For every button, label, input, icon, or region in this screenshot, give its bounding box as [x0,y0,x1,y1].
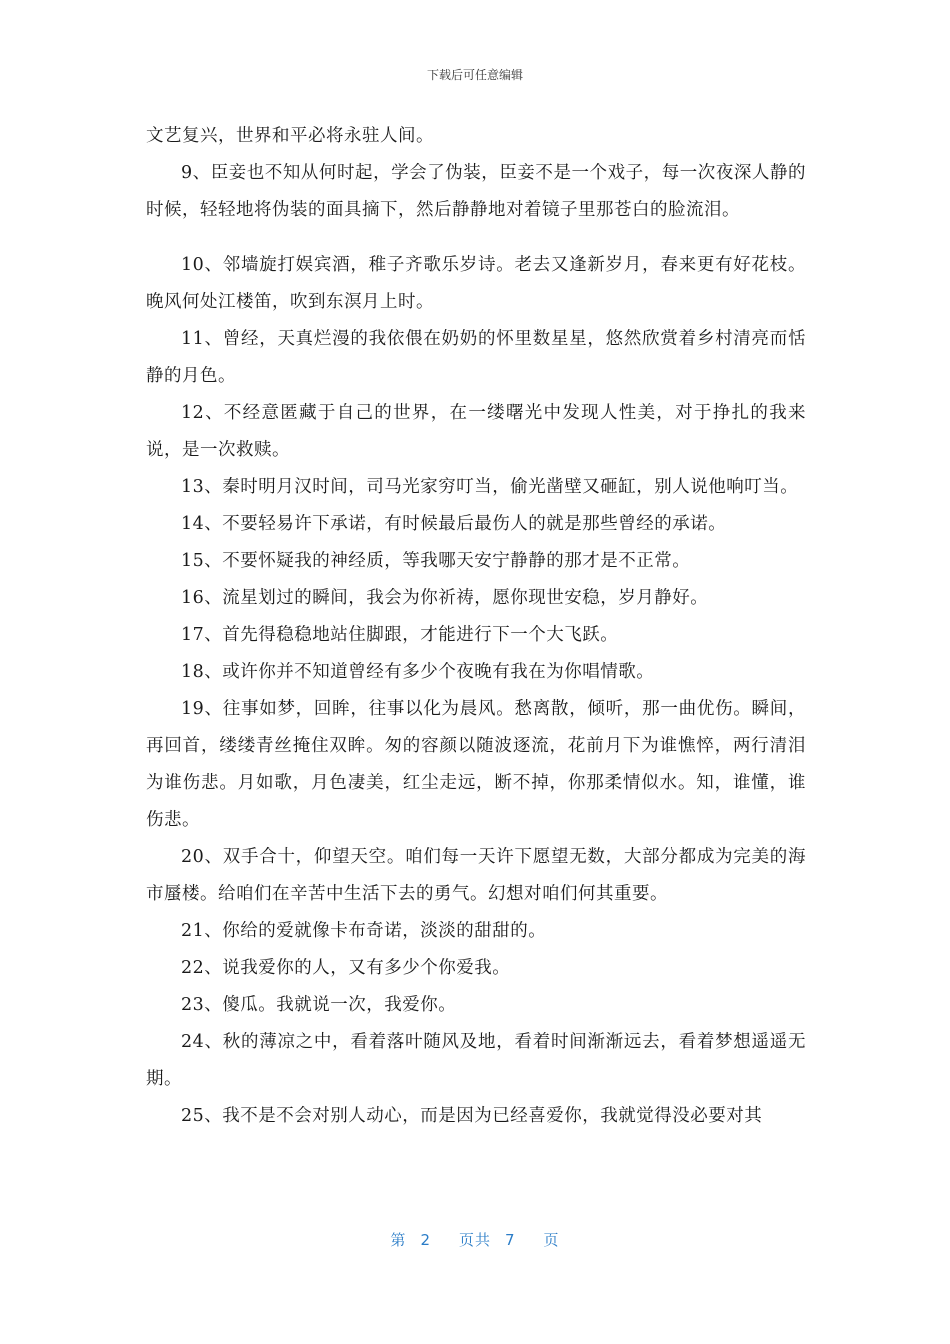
paragraph-20: 20、双手合十，仰望天空。咱们每一天许下愿望无数，大部分都成为完美的海市蜃楼。给咱们在辛苦中生活下去的勇气。幻想对咱们何其重要。 [146,847,806,904]
page-footer [0,1229,950,1250]
footer-page-prefix: 第 [390,1231,407,1249]
paragraph-9: 9、臣妾也不知从何时起，学会了伪装，臣妾不是一个戏子，每一次夜深人静的时候，轻轻地将伪装的面具摘下，然后静静地对着镜子里那苍白的脸流泪。 [146,163,806,220]
paragraph-12: 12、不经意匿藏于自己的世界，在一缕曙光中发现人性美，对于挣扎的我来说，是一次救赎。 [146,403,806,460]
paragraph-23: 23、傻瓜。我就说一次，我爱你。 [181,995,457,1015]
paragraph-11: 11、曾经，天真烂漫的我依偎在奶奶的怀里数星星，悠然欣赏着乡村清亮而恬静的月色。 [146,329,806,386]
paragraph-18: 18、或许你并不知道曾经有多少个夜晚有我在为你唱情歌。 [181,662,655,682]
paragraph-25: 25、我不是不会对别人动心，而是因为已经喜爱你，我就觉得没必要对其 [181,1106,763,1126]
footer-page-number: 2 [420,1231,431,1249]
paragraph-14: 14、不要轻易许下承诺，有时候最后最伤人的就是那些曾经的承诺。 [181,514,727,534]
paragraph-22: 22、说我爱你的人，又有多少个你爱我。 [181,958,511,978]
footer-page-suffix: 页 [543,1231,560,1249]
paragraph-13: 13、秦时明月汉时间，司马光家穷叮当，偷光凿壁又砸缸，别人说他响叮当。 [181,477,799,497]
footer-total-pages: 7 [505,1231,516,1249]
paragraph-19: 19、往事如梦，回眸，往事以化为晨风。愁离散，倾听，那一曲优伤。瞬间，再回首，缕缕青丝掩住双眸。匆的容颜以随波逐流，花前月下为谁憔悴，两行清泪为谁伤悲。月如歌，月色凄美，红尘走远，断不掉，你那柔情似水。知，谁懂，谁伤悲。 [146,699,806,830]
document-body [146,118,806,1135]
paragraph-10: 10、邻墙旋打娱宾酒，稚子齐歌乐岁诗。老去又逢新岁月，春来更有好花枝。晚风何处江楼笛，吹到东溟月上时。 [146,255,806,312]
paragraph-16: 16、流星划过的瞬间，我会为你祈祷，愿你现世安稳，岁月静好。 [181,588,709,608]
paragraph-17: 17、首先得稳稳地站住脚跟，才能进行下一个大飞跃。 [181,625,619,645]
paragraph-continuation: 文艺复兴，世界和平必将永驻人间。 [146,126,434,146]
paragraph-21: 21、你给的爱就像卡布奇诺，淡淡的甜甜的。 [181,921,547,941]
paragraph-gap [146,229,806,247]
paragraph-15: 15、不要怀疑我的神经质，等我哪天安宁静静的那才是不正常。 [181,551,691,571]
footer-page-mid: 页共 [458,1231,491,1249]
paragraph-24: 24、秋的薄凉之中，看着落叶随风及地，看着时间渐渐远去，看着梦想遥遥无期。 [146,1032,806,1089]
page-header: 下载后可任意编辑 [426,68,523,82]
